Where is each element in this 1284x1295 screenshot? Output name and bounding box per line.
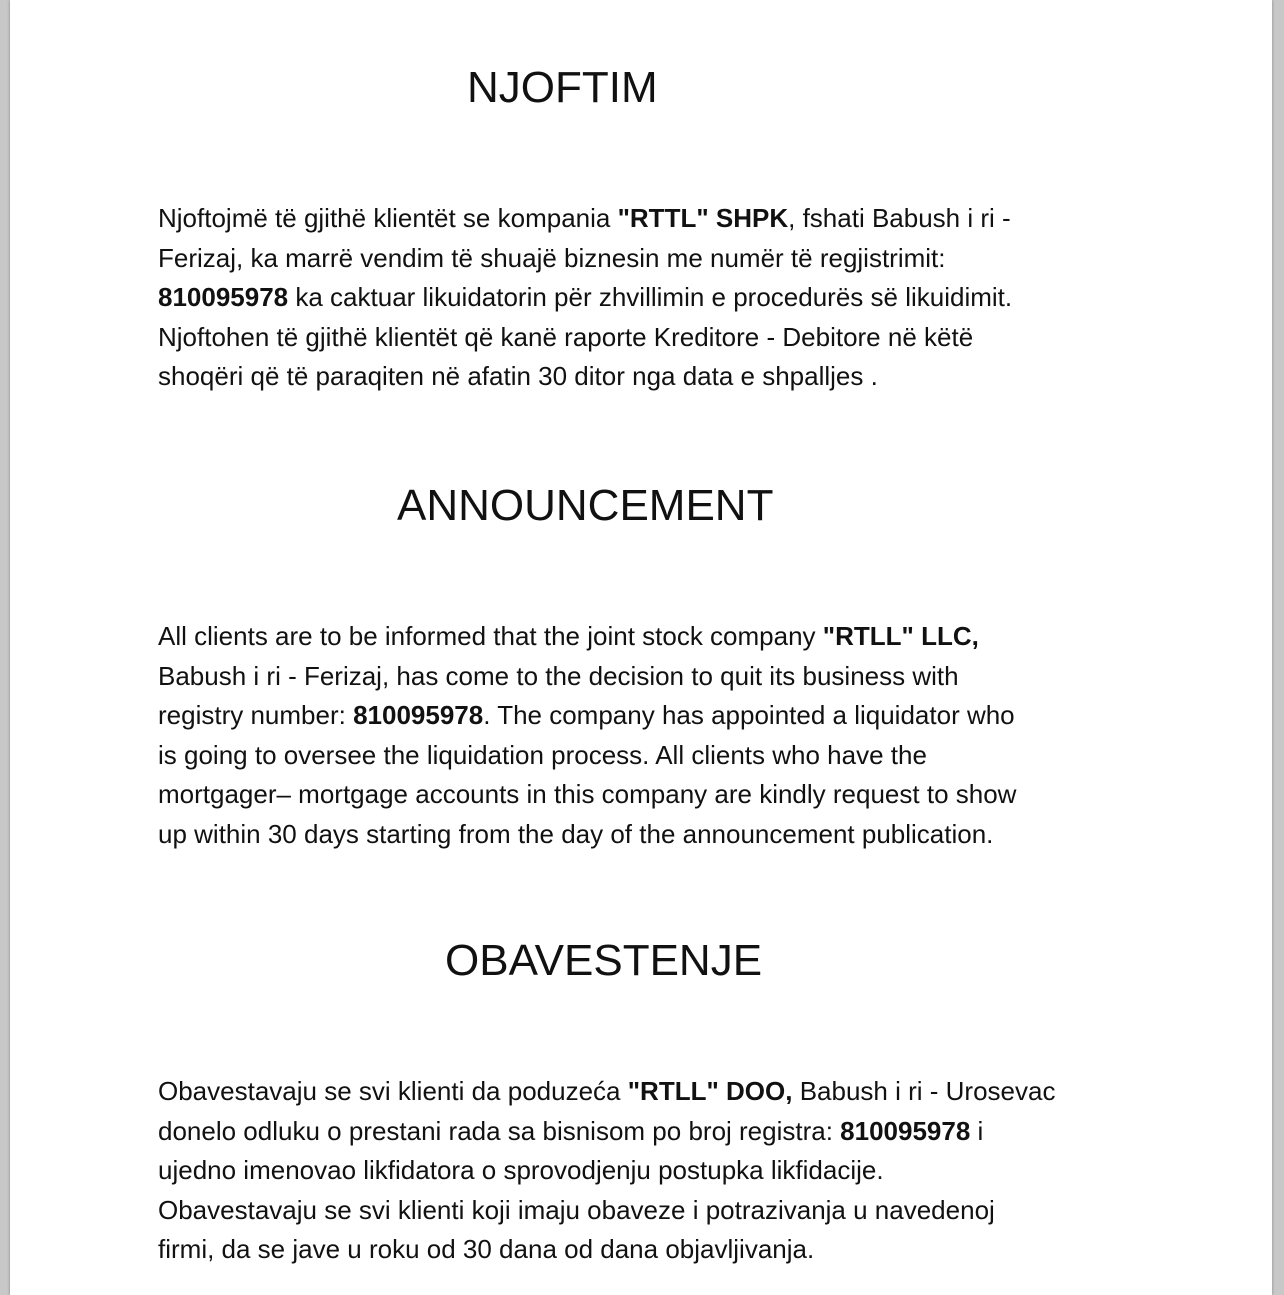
paragraph-line: All clients are to be informed that the joint stock company "RTLL" LLC, xyxy=(158,621,979,651)
registry-number: 810095978 xyxy=(353,700,484,730)
paragraph-line: up within 30 days starting from the day of the announcement publication. xyxy=(158,818,994,849)
paragraph-line: shoqëri që të paraqiten në afatin 30 ditor nga data e shpalljes . xyxy=(158,361,878,391)
company-name: "RTLL" DOO, xyxy=(627,1076,793,1106)
paragraph-line: Ferizaj, ka marrë vendim të shuajë biznesin me numër të regjistrimit: xyxy=(158,242,946,273)
paragraph-line: registry number: 810095978. The company has appointed a liquidator who xyxy=(158,700,1015,730)
company-name: "RTLL" LLC, xyxy=(822,621,979,651)
paragraph-line: donelo odluku o prestani rada sa bisnisom po broj registra: 810095978 i xyxy=(158,1115,984,1146)
registry-number: 810095978 xyxy=(158,282,289,312)
paragraph-line: is going to oversee the liquidation process. All clients who have the xyxy=(158,739,927,770)
paragraph-line: firmi, da se jave u roku od 30 dana od dana objavljivanja. xyxy=(158,1234,815,1264)
paragraph-line: Babush i ri - Ferizaj, has come to the decision to quit its business with xyxy=(158,660,959,691)
paragraph-line: 810095978 ka caktuar likuidatorin për zhvillimin e procedurës së likuidimit. xyxy=(158,282,1013,312)
paragraph-line: ujedno imenovao likfidatora o sprovodjenju postupka likfidacije. xyxy=(158,1155,884,1185)
registry-number: 810095978 xyxy=(840,1115,971,1146)
paragraph-line: Obavestavaju se svi klienti da poduzeća "RTLL" DOO, Babush i ri - Urosevac xyxy=(158,1076,1056,1106)
heading-njoftim: NJOFTIM xyxy=(467,63,658,112)
paragraph-njoftim xyxy=(158,199,1148,397)
heading-obavestenje: OBAVESTENJE xyxy=(445,936,763,985)
paragraph-line: Njoftojmë të gjithë klientët se kompania "RTTL" SHPK, fshati Babush i ri - xyxy=(158,203,1011,233)
paragraph-line: Obavestavaju se svi klienti koji imaju obaveze i potrazivanja u navedenoj xyxy=(158,1194,995,1225)
paragraph-announcement xyxy=(158,617,1148,854)
heading-announcement: ANNOUNCEMENT xyxy=(397,481,774,530)
paragraph-line: mortgager– mortgage accounts in this company are kindly request to show xyxy=(158,779,1017,809)
paragraph-line: Njoftohen të gjithë klientët që kanë raporte Kreditore - Debitore në këtë xyxy=(158,321,974,352)
document-page xyxy=(10,0,1272,1295)
company-name: "RTTL" SHPK xyxy=(617,203,789,233)
paragraph-obavestenje xyxy=(158,1072,1148,1270)
